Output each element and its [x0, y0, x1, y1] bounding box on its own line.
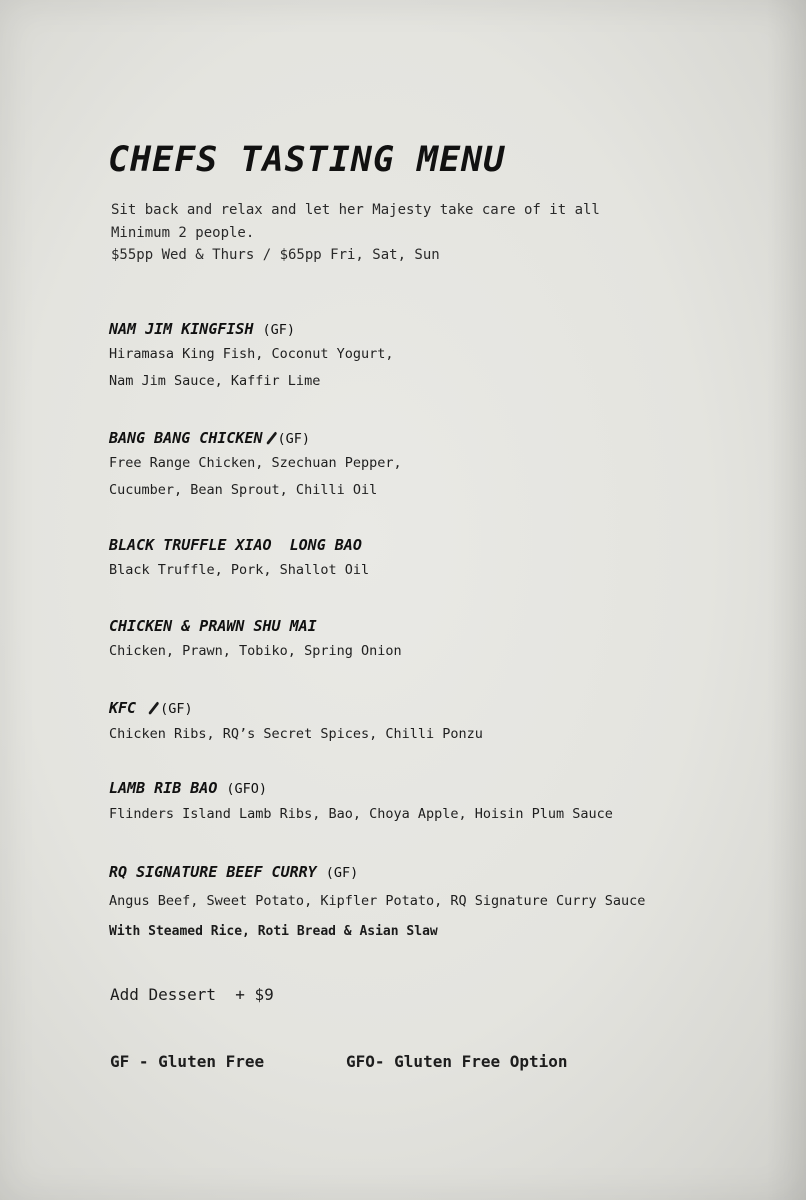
item-title [109, 427, 402, 450]
item-accompaniments: With Steamed Rice, Roti Bread & Asian Slaw [109, 924, 438, 939]
menu-title: CHEFS TASTING MENU [108, 140, 506, 180]
item-title [109, 777, 613, 800]
item-name: BANG BANG CHICKEN [109, 429, 263, 447]
chili-icon [147, 701, 160, 715]
menu-item-chicken-prawn-shu-mai [109, 615, 402, 662]
item-description: Chicken Ribs, RQ’s Secret Spices, Chilli Ponzu [109, 726, 483, 742]
dietary-tag: (GF) [325, 865, 359, 881]
item-description: Nam Jim Sauce, Kaffir Lime [109, 373, 321, 389]
menu-intro [111, 199, 600, 267]
item-name: RQ SIGNATURE BEEF CURRY [109, 863, 317, 881]
add-dessert-note: Add Dessert + $9 [110, 985, 274, 1004]
item-description: Chicken, Prawn, Tobiko, Spring Onion [109, 643, 402, 659]
legend-gfo: GFO- Gluten Free Option [346, 1052, 568, 1071]
item-name: NAM JIM KINGFISH [109, 320, 254, 338]
paper-edge-shadow [766, 0, 806, 1200]
item-description: Cucumber, Bean Sprout, Chilli Oil [109, 482, 378, 498]
dietary-tag: (GFO) [226, 781, 268, 797]
menu-item-kfc [109, 697, 483, 745]
dietary-tag: (GF) [262, 322, 296, 338]
item-description: Flinders Island Lamb Ribs, Bao, Choya Apple, Hoisin Plum Sauce [109, 806, 613, 822]
item-title [109, 318, 393, 341]
item-name: BLACK TRUFFLE XIAO LONG BAO [109, 536, 362, 554]
chili-icon [265, 431, 278, 445]
dietary-tag: (GF) [277, 431, 311, 447]
item-name: CHICKEN & PRAWN SHU MAI [109, 617, 317, 635]
menu-item-black-truffle-xiao-long-bao [109, 534, 369, 581]
menu-item-nam-jim-kingfish [109, 318, 393, 395]
menu-item-rq-signature-beef-curry [109, 861, 645, 943]
intro-line: Minimum 2 people. [111, 224, 255, 241]
item-name: LAMB RIB BAO [109, 779, 218, 797]
menu-item-bang-bang-chicken [109, 427, 402, 504]
menu-item-lamb-rib-bao [109, 777, 613, 825]
item-description: Black Truffle, Pork, Shallot Oil [109, 562, 370, 578]
item-description: Angus Beef, Sweet Potato, Kipfler Potato, RQ Signature Curry Sauce [109, 893, 646, 909]
item-title [109, 697, 483, 720]
intro-line: Sit back and relax and let her Majesty take care of it all [111, 202, 600, 218]
item-title [109, 861, 645, 884]
item-description: Free Range Chicken, Szechuan Pepper, [109, 455, 402, 471]
item-name: KFC [109, 699, 137, 717]
legend-gf: GF - Gluten Free [110, 1052, 265, 1071]
item-description: Hiramasa King Fish, Coconut Yogurt, [109, 346, 394, 362]
dietary-tag: (GF) [160, 701, 193, 717]
intro-line: $55pp Wed & Thurs / $65pp Fri, Sat, Sun [111, 247, 440, 263]
